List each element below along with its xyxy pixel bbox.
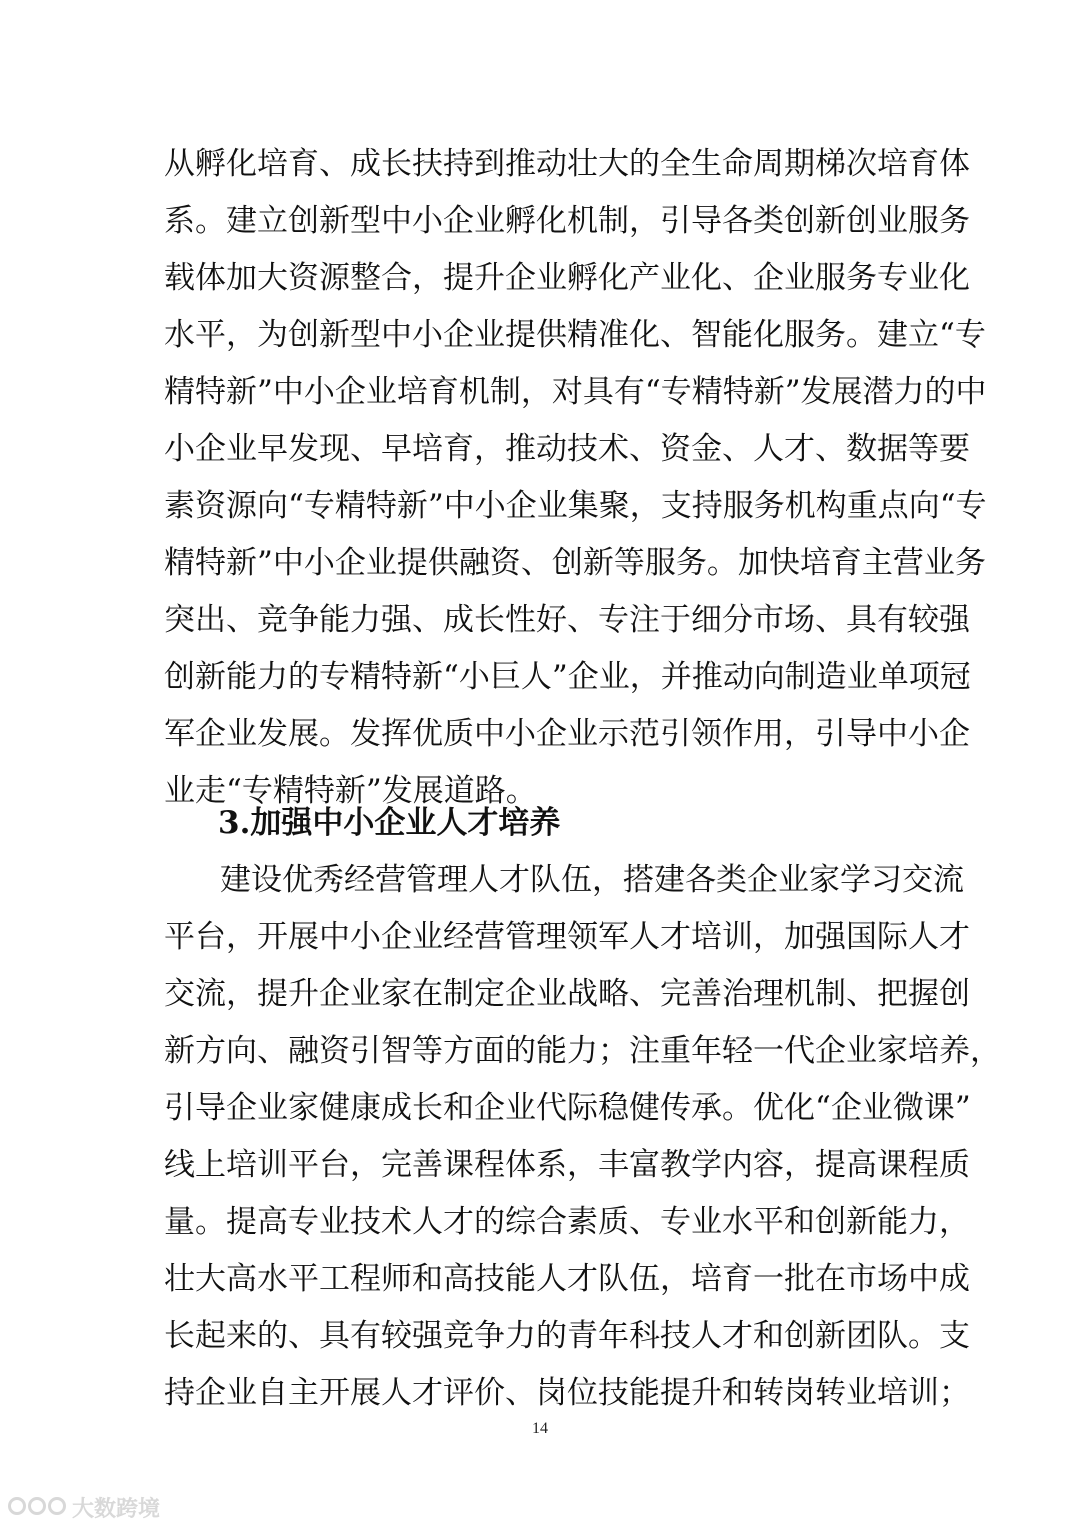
paragraph-line: 创新能力的专精特新“小巨人”企业，并推动向制造业单项冠	[164, 659, 971, 695]
paragraph-line: 系。建立创新型中小企业孵化机制，引导各类创新创业服务	[164, 203, 970, 239]
paragraph-line: 突出、竞争能力强、成长性好、专注于细分市场、具有较强	[164, 602, 970, 638]
paragraph-line: 长起来的、具有较强竞争力的青年科技人才和创新团队。支	[164, 1318, 970, 1354]
paragraph-2	[164, 852, 1001, 1422]
paragraph-line: 平台，开展中小企业经营管理领军人才培训，加强国际人才	[164, 919, 970, 955]
paragraph-line: 军企业发展。发挥优质中小企业示范引领作用，引导中小企	[164, 716, 970, 752]
paragraph-line: 精特新”中小企业培育机制，对具有“专精特新”发展潜力的中	[164, 374, 987, 410]
paragraph-line: 业走“专精特新”发展道路。	[164, 773, 537, 809]
paragraph-line: 从孵化培育、成长扶持到推动壮大的全生命周期梯次培育体	[164, 146, 970, 182]
paragraph-line: 交流，提升企业家在制定企业战略、完善治理机制、把握创	[164, 976, 970, 1012]
paragraph-line: 建设优秀经营管理人才队伍，搭建各类企业家学习交流	[220, 862, 964, 898]
paragraph-line: 量。提高专业技术人才的综合素质、专业水平和创新能力，	[164, 1204, 970, 1240]
watermark	[8, 1493, 160, 1521]
paragraph-line: 新方向、融资引智等方面的能力；注重年轻一代企业家培养，	[164, 1033, 1001, 1069]
watermark-logo-icon	[8, 1495, 66, 1519]
paragraph-line: 引导企业家健康成长和企业代际稳健传承。优化“企业微课”	[164, 1090, 971, 1126]
paragraph-line: 素资源向“专精特新”中小企业集聚，支持服务机构重点向“专	[164, 488, 987, 524]
paragraph-line: 持企业自主开展人才评价、岗位技能提升和转岗转业培训；	[164, 1375, 970, 1411]
paragraph-line: 壮大高水平工程师和高技能人才队伍，培育一批在市场中成	[164, 1261, 970, 1297]
watermark-text: 大数跨境	[72, 1496, 161, 1522]
page-number: 14	[532, 1420, 548, 1437]
paragraph-line: 线上培训平台，完善课程体系，丰富教学内容，提高课程质	[164, 1147, 970, 1183]
paragraph-line: 载体加大资源整合，提升企业孵化产业化、企业服务专业化	[164, 260, 970, 296]
paragraph-1	[164, 136, 987, 820]
paragraph-line: 小企业早发现、早培育，推动技术、资金、人才、数据等要	[164, 431, 970, 467]
paragraph-line: 水平，为创新型中小企业提供精准化、智能化服务。建立“专	[164, 317, 986, 353]
paragraph-line: 精特新”中小企业提供融资、创新等服务。加快培育主营业务	[164, 545, 986, 581]
section-heading: 3.加强中小企业人才培养	[218, 805, 561, 841]
